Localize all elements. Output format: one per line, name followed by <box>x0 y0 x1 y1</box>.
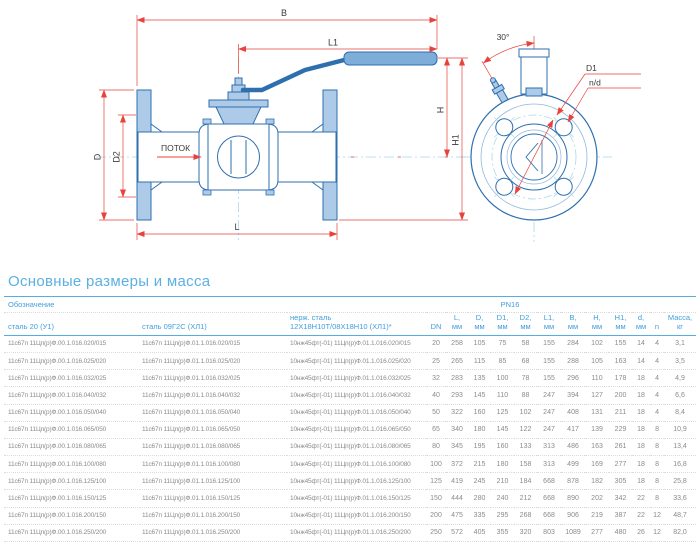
value-cell: 102 <box>514 404 537 421</box>
value-cell: 219 <box>585 507 609 524</box>
value-cell: 22 <box>632 490 650 507</box>
table-row <box>4 404 696 421</box>
designation-cell: 11с67п 11Цп(р)Ф.00.1.016.025/020 <box>4 352 140 369</box>
value-cell: 25 <box>426 352 446 369</box>
value-cell: 82,0 <box>664 524 696 541</box>
value-cell: 8 <box>650 438 664 455</box>
value-cell: 3,1 <box>664 335 696 352</box>
value-cell: 668 <box>537 507 561 524</box>
value-cell: 80 <box>426 438 446 455</box>
value-cell: 20 <box>426 335 446 352</box>
value-cell: 4 <box>650 370 664 387</box>
value-cell: 320 <box>514 524 537 541</box>
value-cell: 100 <box>491 370 514 387</box>
value-cell: 572 <box>446 524 468 541</box>
value-cell: 133 <box>514 438 537 455</box>
value-cell: 247 <box>537 421 561 438</box>
value-cell: 265 <box>446 352 468 369</box>
value-cell: 878 <box>561 473 585 490</box>
designation-cell: 11с67п 11Цп(р)Ф.00.1.016.100/080 <box>4 456 140 473</box>
value-cell: 444 <box>446 490 468 507</box>
value-cell: 8,4 <box>664 404 696 421</box>
value-cell: 240 <box>491 490 514 507</box>
value-cell: 68 <box>514 352 537 369</box>
designation-cell: 11с67п 11Цп(р)Ф.01.1.016.100/080 <box>140 456 287 473</box>
value-cell: 210 <box>491 473 514 490</box>
value-cell: 125 <box>426 473 446 490</box>
designation-cell: 10нж45фт(-01) 11Цп(р)Ф.01.1.016.150/125 <box>287 490 426 507</box>
value-cell: 155 <box>537 352 561 369</box>
value-cell: 160 <box>491 438 514 455</box>
stainless-line1: нерж. сталь <box>290 313 332 322</box>
dim-label-B: B <box>280 8 288 18</box>
value-cell: 322 <box>446 404 468 421</box>
value-cell: 277 <box>609 456 632 473</box>
designation-cell: 10нж45фт(-01) 11Цп(р)Ф.01.1.016.025/020 <box>287 352 426 369</box>
value-cell: 202 <box>585 490 609 507</box>
value-cell: 78 <box>514 370 537 387</box>
value-cell: 131 <box>585 404 609 421</box>
value-cell: 890 <box>561 490 585 507</box>
value-cell: 22 <box>632 507 650 524</box>
value-cell: 10,9 <box>664 421 696 438</box>
value-cell: 296 <box>561 370 585 387</box>
dim-label-D: D <box>92 153 103 161</box>
value-cell: 160 <box>468 404 491 421</box>
dim-label-D2: D2 <box>111 151 122 163</box>
designation-group-header: Обозначение <box>4 297 446 313</box>
value-cell: 184 <box>514 473 537 490</box>
column-header-dim-1: D, мм <box>468 313 491 336</box>
value-cell: 906 <box>561 507 585 524</box>
stem-yoke <box>216 107 261 124</box>
value-cell: 105 <box>585 352 609 369</box>
dim-label-nd: n/d <box>589 77 601 88</box>
value-cell: 18 <box>632 387 650 404</box>
value-cell: 75 <box>491 335 514 352</box>
value-cell: 18 <box>632 456 650 473</box>
value-cell: 145 <box>468 387 491 404</box>
designation-cell: 11с67п 11Цп(р)Ф.00.1.016.150/125 <box>4 490 140 507</box>
mounting-plate <box>209 100 268 107</box>
value-cell: 284 <box>561 335 585 352</box>
value-cell: 158 <box>514 456 537 473</box>
value-cell: 211 <box>609 404 632 421</box>
column-header-dim-8: d, мм <box>632 313 650 336</box>
value-cell: 50 <box>426 404 446 421</box>
value-cell: 417 <box>561 421 585 438</box>
value-cell: 180 <box>468 421 491 438</box>
value-cell: 32 <box>426 370 446 387</box>
value-cell: 163 <box>585 438 609 455</box>
value-cell: 26 <box>632 524 650 541</box>
designation-cell: 11с67п 11Цп(р)Ф.01.1.016.200/150 <box>140 507 287 524</box>
value-cell: 182 <box>585 473 609 490</box>
value-cell: 139 <box>585 421 609 438</box>
value-cell: 6,6 <box>664 387 696 404</box>
stem-housing-cap <box>519 49 549 57</box>
designation-cell: 11с67п 11Цп(р)Ф.01.1.016.065/050 <box>140 421 287 438</box>
value-cell: 212 <box>514 490 537 507</box>
table-row <box>4 473 696 490</box>
value-cell: 58 <box>514 335 537 352</box>
value-cell: 88 <box>514 387 537 404</box>
value-cell: 313 <box>537 456 561 473</box>
value-cell: 335 <box>468 507 491 524</box>
designation-cell: 11с67п 11Цп(р)Ф.00.1.016.250/200 <box>4 524 140 541</box>
designation-cell: 11с67п 11Цп(р)Ф.01.1.016.125/100 <box>140 473 287 490</box>
designation-cell: 11с67п 11Цп(р)Ф.00.1.016.050/040 <box>4 404 140 421</box>
handle-grip <box>344 52 437 65</box>
value-cell: 12 <box>650 524 664 541</box>
dimensions-table-wrapper <box>4 296 696 542</box>
value-cell: 261 <box>609 438 632 455</box>
value-cell: 163 <box>609 352 632 369</box>
designation-cell: 10нж45фт(-01) 11Цп(р)Ф.01.1.016.200/150 <box>287 507 426 524</box>
value-cell: 668 <box>537 490 561 507</box>
value-cell: 372 <box>446 456 468 473</box>
value-cell: 180 <box>491 456 514 473</box>
column-header-steel09g2s: сталь 09Г2С (ХЛ1) <box>140 313 287 336</box>
dim-label-L: L <box>234 222 240 232</box>
value-cell: 12 <box>650 507 664 524</box>
value-cell: 4 <box>650 352 664 369</box>
value-cell: 110 <box>491 387 514 404</box>
value-cell: 419 <box>446 473 468 490</box>
value-cell: 8 <box>650 490 664 507</box>
value-cell: 8 <box>650 456 664 473</box>
column-header-dim-9: n <box>650 313 664 336</box>
table-row <box>4 456 696 473</box>
value-cell: 305 <box>609 473 632 490</box>
value-cell: 18 <box>632 370 650 387</box>
value-cell: 4 <box>650 335 664 352</box>
value-cell: 14 <box>632 352 650 369</box>
value-cell: 268 <box>514 507 537 524</box>
column-header-steel20: сталь 20 (У1) <box>4 313 140 336</box>
value-cell: 4,9 <box>664 370 696 387</box>
dim-label-L1: L1 <box>327 37 339 48</box>
designation-cell: 11с67п 11Цп(р)Ф.00.1.016.065/050 <box>4 421 140 438</box>
value-cell: 122 <box>514 421 537 438</box>
value-cell: 295 <box>491 507 514 524</box>
value-cell: 313 <box>537 438 561 455</box>
dim-label-H1: H1 <box>450 134 461 146</box>
pn16-group-header: PN16 <box>446 297 696 313</box>
column-header-dim-3: D2, мм <box>514 313 537 336</box>
value-cell: 18 <box>632 404 650 421</box>
value-cell: 150 <box>426 490 446 507</box>
column-header-stainless <box>287 313 426 336</box>
value-cell: 486 <box>561 438 585 455</box>
value-cell: 405 <box>468 524 491 541</box>
value-cell: 215 <box>468 456 491 473</box>
value-cell: 102 <box>585 335 609 352</box>
value-cell: 105 <box>468 335 491 352</box>
designation-cell: 11с67п 11Цп(р)Ф.01.1.016.020/015 <box>140 335 287 352</box>
designation-cell: 11с67п 11Цп(р)Ф.01.1.016.050/040 <box>140 404 287 421</box>
value-cell: 247 <box>537 387 561 404</box>
table-row <box>4 507 696 524</box>
column-header-dim-2: D1, мм <box>491 313 514 336</box>
ball <box>218 136 260 178</box>
value-cell: 115 <box>468 352 491 369</box>
value-cell: 8 <box>650 473 664 490</box>
designation-cell: 11с67п 11Цп(р)Ф.00.1.016.080/065 <box>4 438 140 455</box>
designation-cell: 10нж45фт(-01) 11Цп(р)Ф.01.1.016.080/065 <box>287 438 426 455</box>
table-row <box>4 370 696 387</box>
designation-cell: 10нж45фт(-01) 11Цп(р)Ф.01.1.016.040/032 <box>287 387 426 404</box>
table-row <box>4 490 696 507</box>
designation-cell: 11с67п 11Цп(р)Ф.00.1.016.020/015 <box>4 335 140 352</box>
designation-cell: 10нж45фт(-01) 11Цп(р)Ф.01.1.016.050/040 <box>287 404 426 421</box>
designation-cell: 10нж45фт(-01) 11Цп(р)Ф.01.1.016.250/200 <box>287 524 426 541</box>
value-cell: 200 <box>426 507 446 524</box>
value-cell: 178 <box>609 370 632 387</box>
table-body <box>4 335 696 541</box>
table-row <box>4 438 696 455</box>
designation-cell: 11с67п 11Цп(р)Ф.01.1.016.040/032 <box>140 387 287 404</box>
value-cell: 100 <box>426 456 446 473</box>
value-cell: 127 <box>585 387 609 404</box>
value-cell: 8 <box>650 421 664 438</box>
value-cell: 803 <box>537 524 561 541</box>
column-header-dim-4: L1, мм <box>537 313 561 336</box>
value-cell: 18 <box>632 473 650 490</box>
column-header-dim-6: H, мм <box>585 313 609 336</box>
table-group-header-row <box>4 297 696 313</box>
value-cell: 229 <box>609 421 632 438</box>
value-cell: 135 <box>468 370 491 387</box>
designation-cell: 11с67п 11Цп(р)Ф.01.1.016.080/065 <box>140 438 287 455</box>
designation-cell: 11с67п 11Цп(р)Ф.00.1.016.125/100 <box>4 473 140 490</box>
designation-cell: 11с67п 11Цп(р)Ф.01.1.016.250/200 <box>140 524 287 541</box>
value-cell: 245 <box>468 473 491 490</box>
value-cell: 13,4 <box>664 438 696 455</box>
designation-cell: 11с67п 11Цп(р)Ф.01.1.016.032/025 <box>140 370 287 387</box>
value-cell: 342 <box>609 490 632 507</box>
designation-cell: 10нж45фт(-01) 11Цп(р)Ф.01.1.016.100/080 <box>287 456 426 473</box>
value-cell: 155 <box>609 335 632 352</box>
value-cell: 668 <box>537 473 561 490</box>
value-cell: 394 <box>561 387 585 404</box>
value-cell: 288 <box>561 352 585 369</box>
value-cell: 293 <box>446 387 468 404</box>
designation-cell: 11с67п 11Цп(р)Ф.00.1.016.040/032 <box>4 387 140 404</box>
column-header-dim-5: B, мм <box>561 313 585 336</box>
designation-cell: 10нж45фт(-01) 11Цп(р)Ф.01.1.016.020/015 <box>287 335 426 352</box>
value-cell: 283 <box>446 370 468 387</box>
value-cell: 387 <box>609 507 632 524</box>
designation-cell: 10нж45фт(-01) 11Цп(р)Ф.01.1.016.125/100 <box>287 473 426 490</box>
value-cell: 475 <box>446 507 468 524</box>
value-cell: 18 <box>632 438 650 455</box>
value-cell: 200 <box>609 387 632 404</box>
dimensions-table <box>4 296 696 542</box>
table-row <box>4 335 696 352</box>
table-row <box>4 352 696 369</box>
column-header-dim-7: H1, мм <box>609 313 632 336</box>
handle-lever <box>243 59 348 90</box>
value-cell: 340 <box>446 421 468 438</box>
value-cell: 33,6 <box>664 490 696 507</box>
designation-cell: 11с67п 11Цп(р)Ф.00.1.016.200/150 <box>4 507 140 524</box>
value-cell: 408 <box>561 404 585 421</box>
designation-cell: 11с67п 11Цп(р)Ф.00.1.016.032/025 <box>4 370 140 387</box>
stem-nut <box>235 78 242 85</box>
value-cell: 48,7 <box>664 507 696 524</box>
value-cell: 195 <box>468 438 491 455</box>
value-cell: 14 <box>632 335 650 352</box>
table-row <box>4 387 696 404</box>
drain-fitting <box>487 75 510 103</box>
value-cell: 18 <box>632 421 650 438</box>
valve-technical-drawing <box>0 0 700 270</box>
table-row <box>4 524 696 541</box>
value-cell: 499 <box>561 456 585 473</box>
column-header-dn: DN <box>426 313 446 336</box>
dim-label-D1: D1 <box>586 63 597 73</box>
flow-label: ПОТОК <box>161 143 191 153</box>
column-header-dim-10: Масса, кг <box>664 313 696 336</box>
value-cell: 3,5 <box>664 352 696 369</box>
value-cell: 155 <box>537 335 561 352</box>
value-cell: 1089 <box>561 524 585 541</box>
value-cell: 277 <box>585 524 609 541</box>
value-cell: 125 <box>491 404 514 421</box>
value-cell: 4 <box>650 387 664 404</box>
value-cell: 355 <box>491 524 514 541</box>
table-title: Основные размеры и масса <box>8 273 211 290</box>
table-subheader-row <box>4 313 696 336</box>
column-header-dim-0: L, мм <box>446 313 468 336</box>
dim-label-angle: 30° <box>496 32 510 42</box>
value-cell: 40 <box>426 387 446 404</box>
designation-cell: 10нж45фт(-01) 11Цп(р)Ф.01.1.016.032/025 <box>287 370 426 387</box>
value-cell: 65 <box>426 421 446 438</box>
value-cell: 110 <box>585 370 609 387</box>
value-cell: 145 <box>491 421 514 438</box>
designation-cell: 11с67п 11Цп(р)Ф.01.1.016.025/020 <box>140 352 287 369</box>
value-cell: 480 <box>609 524 632 541</box>
stainless-line2: 12Х18Н10Т/08Х18Н10 (ХЛ1)* <box>290 322 392 332</box>
value-cell: 250 <box>426 524 446 541</box>
value-cell: 155 <box>537 370 561 387</box>
designation-cell: 10нж45фт(-01) 11Цп(р)Ф.01.1.016.065/050 <box>287 421 426 438</box>
value-cell: 25,8 <box>664 473 696 490</box>
value-cell: 258 <box>446 335 468 352</box>
designation-cell: 11с67п 11Цп(р)Ф.01.1.016.150/125 <box>140 490 287 507</box>
value-cell: 345 <box>446 438 468 455</box>
value-cell: 247 <box>537 404 561 421</box>
value-cell: 280 <box>468 490 491 507</box>
value-cell: 169 <box>585 456 609 473</box>
table-row <box>4 421 696 438</box>
value-cell: 16,8 <box>664 456 696 473</box>
value-cell: 85 <box>491 352 514 369</box>
valve-side-view <box>137 52 437 220</box>
dim-label-H: H <box>435 106 446 114</box>
value-cell: 4 <box>650 404 664 421</box>
